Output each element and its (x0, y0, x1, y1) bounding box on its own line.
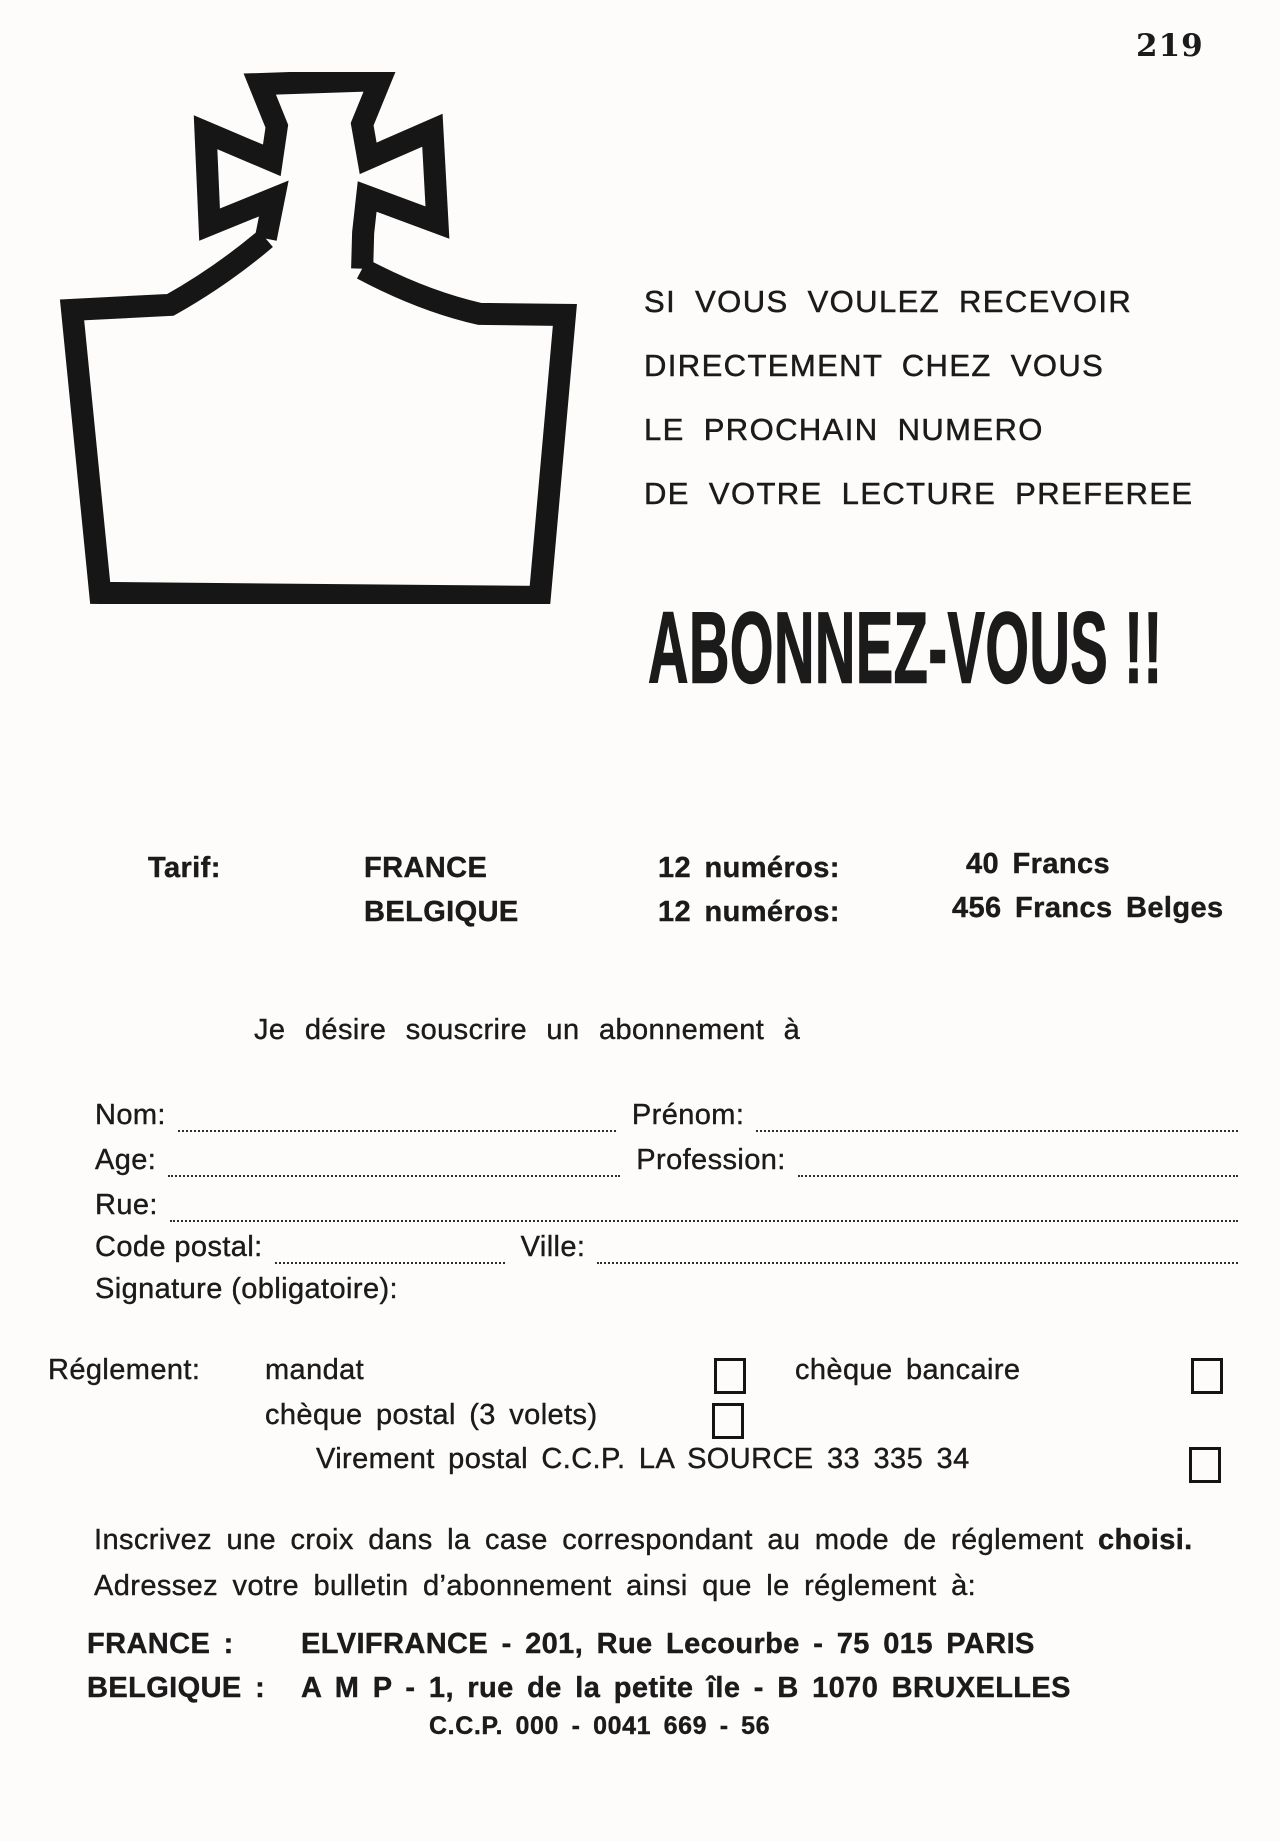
age-input-line[interactable] (168, 1165, 620, 1177)
payment-option-mandat: mandat (265, 1354, 365, 1386)
address-france: ELVIFRANCE - 201, Rue Lecourbe - 75 015 PARIS (301, 1628, 1035, 1660)
rue-input-line[interactable] (170, 1210, 1238, 1222)
tombstone-body-outline (72, 239, 565, 597)
tariff-quantity-france: 12 numéros: (658, 852, 840, 884)
tariff-price-belgique: 456 Francs Belges (952, 892, 1224, 924)
checkbox-cheque-postal[interactable] (712, 1403, 744, 1439)
form-row-rue (95, 1186, 1238, 1222)
instruction-line-1 (94, 1524, 1193, 1557)
intro-line-1: SI VOUS VOULEZ RECEVOIR (644, 284, 1133, 319)
instruction-line-1-text: Inscrivez une croix dans la case correspondant au mode de réglement (94, 1524, 1098, 1556)
form-intro: Je désire souscrire un abonnement à (254, 1014, 801, 1046)
cross-outline (206, 80, 438, 269)
intro-line-3: LE PROCHAIN NUMERO (644, 412, 1044, 447)
age-label: Age: (95, 1144, 157, 1176)
prenom-input-line[interactable] (756, 1120, 1238, 1132)
form-row-code-ville (95, 1228, 1238, 1264)
ccp-number: C.C.P. 000 - 0041 669 - 56 (429, 1712, 771, 1740)
payment-option-cheque-bancaire: chèque bancaire (795, 1354, 1021, 1386)
address-country-belgique: BELGIQUE : (87, 1672, 266, 1704)
code-postal-input-line[interactable] (275, 1252, 505, 1264)
form-row-age-profession (95, 1141, 1238, 1177)
checkbox-virement[interactable] (1189, 1447, 1221, 1483)
form-row-nom-prenom (95, 1096, 1238, 1132)
prenom-label: Prénom: (631, 1099, 745, 1131)
address-country-france: FRANCE : (87, 1628, 234, 1660)
rue-label: Rue: (95, 1189, 158, 1221)
intro-line-4: DE VOTRE LECTURE PREFEREE (644, 476, 1194, 511)
profession-label: Profession: (636, 1144, 786, 1176)
ville-label: Ville: (520, 1231, 586, 1263)
intro-text (644, 270, 1193, 526)
payment-label: Réglement: (48, 1354, 201, 1386)
ville-input-line[interactable] (597, 1252, 1238, 1264)
code-postal-label: Code postal: (95, 1231, 263, 1263)
nom-input-line[interactable] (178, 1120, 616, 1132)
instruction-line-2: Adressez votre bulletin d’abonnement ainsi que le réglement à: (94, 1570, 977, 1602)
checkbox-cheque-bancaire[interactable] (1191, 1358, 1223, 1394)
tariff-label: Tarif: (148, 852, 221, 884)
address-belgique: A M P - 1, rue de la petite île - B 1070 BRUXELLES (301, 1672, 1071, 1704)
tariff-quantity-belgique: 12 numéros: (658, 896, 840, 928)
tariff-price-france: 40 Francs (966, 848, 1111, 880)
headline: ABONNEZ-VOUS !! (648, 590, 1163, 705)
page-number: 219 (1136, 28, 1204, 64)
signature-label: Signature (obligatoire): (95, 1273, 398, 1305)
tariff-country-belgique: BELGIQUE (364, 896, 519, 928)
nom-label: Nom: (95, 1099, 166, 1131)
payment-option-cheque-postal: chèque postal (3 volets) (265, 1399, 598, 1431)
intro-line-2: DIRECTEMENT CHEZ VOUS (644, 348, 1105, 383)
tariff-country-france: FRANCE (364, 852, 488, 884)
instruction-line-1-emphasis: choisi. (1097, 1524, 1193, 1556)
profession-input-line[interactable] (798, 1165, 1238, 1177)
tombstone-cross-icon (58, 72, 590, 604)
checkbox-mandat[interactable] (714, 1358, 746, 1394)
payment-option-virement: Virement postal C.C.P. LA SOURCE 33 335 34 (316, 1443, 970, 1475)
form-row-signature (95, 1270, 1238, 1306)
